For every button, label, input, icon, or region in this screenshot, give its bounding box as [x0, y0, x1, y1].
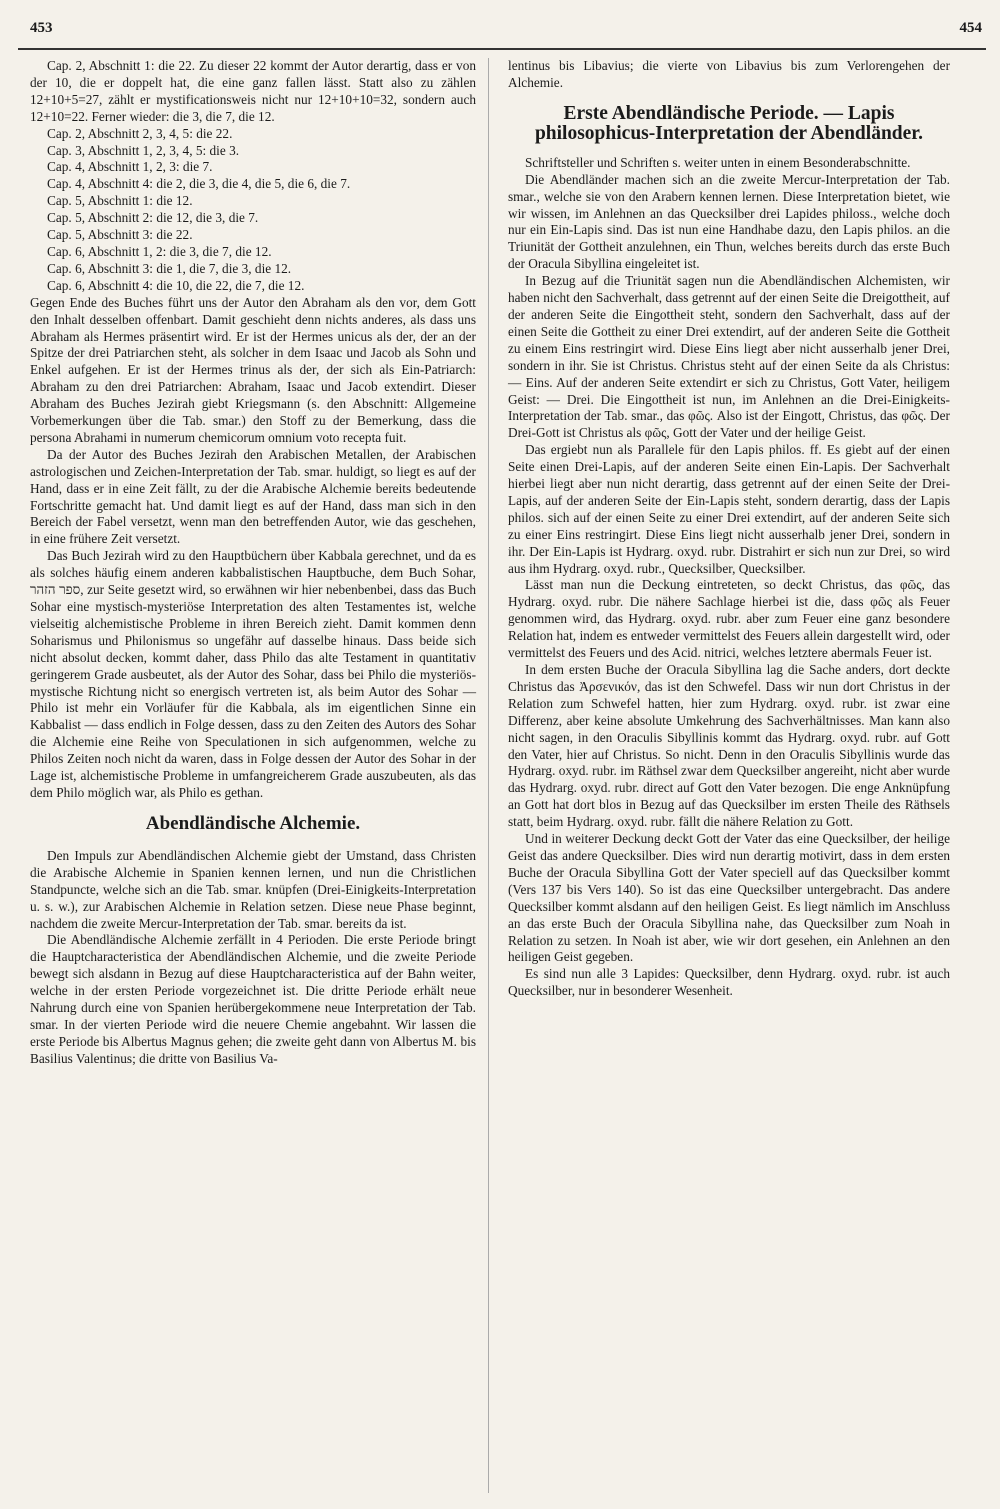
paragraph: Den Impuls zur Abendländischen Alchemie giebt der Umstand, dass Christen die Arabische Alchemie in Spanien kennen lernen, und nun die Christlichen Standpuncte, welche sich an die Tab. smar. knüpfen (Drei-Einigkeits-Interpretation u. s. w.), zur Arabischen Alchemie in Relation setzen. Diese neue Phase beginnt, nachdem die zweite Mercur-Interpretation der Tab. smar. bereits da ist. [30, 847, 476, 931]
section-title-abendlaendische-alchemie: Abendländische Alchemie. [145, 812, 361, 834]
paragraph: In Bezug auf die Triunität sagen nun die Abendländischen Alchemisten, wir haben nicht den Sachverhalt, dass getrennt auf der einen Seite die Dreigottheit, auf der anderen Seite die Eingottheit steht, sondern den Sachverhalt, dass auf der einen Seite die Gottheit zu einer Drei extendirt, auf der anderen Seite die Gottheit zu einem Eins restringirt wird. Diese Eins liegt aber nicht ausserhalb jener Drei, sondern in ihr. Sie ist Christus. Christus steht auf der einen Seite da als Christus: — Eins. Auf der anderen Seite extendirt er sich zu Christus, Gott Vater, heiligem Geist: — Drei. Die Eingottheit ist nun, im Anlehnen an die Drei-Einigkeits-Interpretation der Tab. smar., das φῶς. Also ist der Eingott, Christus, das φῶς. Der Drei-Gott ist Christus als φῶς, Gott der Vater und der heilige Geist. [508, 273, 950, 441]
column-divider [488, 58, 489, 1493]
paragraph: Cap. 6, Abschnitt 3: die 1, die 7, die 3, die 12. [47, 260, 292, 276]
paragraph: Cap. 4, Abschnitt 4: die 2, die 3, die 4, die 5, die 6, die 7. [47, 176, 351, 192]
paragraph: Es sind nun alle 3 Lapides: Quecksilber, denn Hydrarg. oxyd. rubr. ist auch Quecksilber, nur in besonderer Wesenheit. [508, 966, 950, 999]
paragraph: Da der Autor des Buches Jezirah den Arabischen Metallen, der Arabischen astrologischen und Zeichen-Interpretation der Tab. smar. huldigt, so liegt es auf der Hand, dass er in eine Zeit fällt, zu der die Arabische Alchemie bereits bedeutende Fortschritte gemacht hat. Und damit liegt es auf der Hand, dass man sich in den Bereich der Fabel versetzt, wenn man den betreffenden Autor, wie das geschehen, in eine frühere Zeit versetzt. [30, 446, 476, 547]
paragraph: Cap. 6, Abschnitt 4: die 10, die 22, die 7, die 12. [47, 277, 305, 293]
paragraph: Gegen Ende des Buches führt uns der Autor den Abraham als den vor, dem Gott den Inhalt desselben offenbart. Damit geschieht denn nichts anderes, als dass uns Abraham als Hermes präsentirt wird. Er ist der Hermes unicus als der, der an der Spitze der drei Patriarchen steht, als solcher in dem Isaac und Jacob als Sohn und Enkel aufgehen. Er ist der Hermes trinus als der, der sich als Ein-Patriarch: Abraham zu den drei Patriarchen: Abraham, Isaac und Jacob extendirt. Dieser Abraham des Buches Jezirah giebt Kriegsmann (s. den Abschnitt: Allgemeine Vorbemerkungen über die Tab. smar.) den Stoff zu der Bemerkung, dass die persona Abrahami in numerum chemicorum omnium voto recepta fuit. [30, 294, 476, 445]
paragraph: Die Abendländische Alchemie zerfällt in 4 Perioden. Die erste Periode bringt die Hauptcharacteristica der Abendländischen Alchemie, und die zweite Periode bewegt sich alsdann in Bezug auf diese Hauptcharacteristica auf der Bahn weiter, welche in der ersten Periode vorgezeichnet ist. Die dritte Periode erhält neue Nahrung durch eine von Spanien herübergekommene neue Interpretation der Tab. smar. In der vierten Periode wird die neuere Chemie angebahnt. Wir lassen die erste Periode bis Albertus Magnus gehen; die zweite geht dann von Albertus M. bis Basilius Valentinus; die dritte von Basilius Va- [30, 932, 476, 1066]
paragraph: In dem ersten Buche der Oracula Sibyllina lag die Sache anders, dort deckte Christus das Ἀρσενικόν, das ist den Schwefel. Dass wir nun dort Christus in der Relation zum Schwefel hatten, hier zum Hydrarg. oxyd. rubr. ist zwar eine Differenz, aber keine absolute Umkehrung des Sachverhältnisses. Man kann also nicht sagen, in den Oraculis Sibyllinis kommt das Hydrarg. oxyd. rubr. auf Gott den Vater, hier auf Christus. So nicht. Denn in den Oraculis Sibyllinis wurde das Hydrarg. oxyd. rubr. im Räthsel zwar dem Quecksilber angereiht, nicht aber wurde das Hydrarg. oxyd. rubr. direct auf Gott den Vater bezogen. Die enge Anknüpfung an Gott hat dort blos in Bezug auf das Quecksilber im ersten Theile des Räthsels statt, beim Hydrarg. oxyd. rubr. fällt die nähere Relation zu Gott. [508, 662, 950, 830]
paragraph: Das Buch Jezirah wird zu den Hauptbüchern über Kabbala gerechnet, und da es als solches häufig einem anderen kabbalistischen Hauptbuche, dem Buch Sohar, ספר הזהר, zur Seite gesetzt wird, so erwähnen wir hier nebenbenbei, dass das Buch Sohar eine mystisch-mysteriöse Interpretation des alten Testamentes ist, welche vielseitig alchemistische Probleme in ihren Bereich zieht. Damit kommen denn Soharismus und Philonismus so ungefähr auf dasselbe hinaus. Dass beide sich nicht absolut decken, kommt daher, dass Philo das alte Testament in quantitativ geringerem Grade ausbeutet, als der Autor des Sohar, dass bei Philo die mysteriös-mystische Richtung nicht so energisch vertreten ist, als beim Autor des Sohar — Philo ist mehr ein Vorläufer für die Kabbala, als im eigentlichen Sinne ein Kabbalist — dass endlich in Folge dessen, dass zu den Zeiten des Autors des Sohar die Alchemie eine Reihe von Speculationen in sich aufgenommen, welche zu Philos Zeiten noch nicht da waren, dass in Folge dessen der Autor des Sohar in der Lage ist, alchemistische Probleme in umfangreicherem Grade auszubeuten, als das dem Philo möglich war, als Philo es gethan. [30, 548, 476, 800]
right-column [508, 58, 950, 1000]
paragraph: Cap. 5, Abschnitt 2: die 12, die 3, die 7. [47, 210, 259, 226]
left-column [30, 58, 476, 1068]
paragraph: Cap. 5, Abschnitt 3: die 22. [47, 227, 193, 243]
paragraph: Die Abendländer machen sich an die zweite Mercur-Interpretation der Tab. smar., welche sie von den Arabern kennen lernen. Diese Interpretation bietet, wie wir wissen, im Anlehnen an das Quecksilber drei Lapides philoss., welche doch nur ein Ein-Lapis sind. Das ist nun eine Handhabe dazu, den Lapis philos. an die Triunität der Gottheit anzulehnen, ein Thun, welches bereits durch das erste Buch der Oracula Sibyllina eingeleitet ist. [508, 171, 950, 272]
paragraph: Cap. 4, Abschnitt 1, 2, 3: die 7. [47, 159, 213, 175]
paragraph: Cap. 2, Abschnitt 2, 3, 4, 5: die 22. [47, 125, 233, 141]
page-number-left: 453 [30, 20, 53, 36]
paragraph: Cap. 6, Abschnitt 1, 2: die 3, die 7, die 12. [47, 243, 272, 259]
paragraph: Das ergiebt nun als Parallele für den Lapis philos. ff. Es giebt auf der einen Seite einen Drei-Lapis, auf der anderen Seite einen Ein-Lapis. Der Sachverhalt hierbei liegt aber nun nicht derartig, dass getrennt auf der einen Seite der Drei-Lapis, auf der anderen Seite der Ein-Lapis steht, sondern derartig, dass der Lapis philos. sich auf der einen Seite zu einer Drei extendirt, auf der anderen Seite sich zu einer Eins restringirt. Diese Eins liegt nicht ausserhalb jener Drei, sondern in ihr. Der Ein-Lapis ist Hydrarg. oxyd. rubr. Distrahirt er sich nun zur Drei, so wird aus ihm Hydrarg. oxyd. rubr., Quecksilber, Quecksilber. [508, 442, 950, 576]
paragraph: Schriftsteller und Schriften s. weiter unten in einem Besonderabschnitte. [525, 154, 911, 170]
section-title-erste-periode: Erste Abendländische Periode. — Lapis philosophicus-Interpretation der Abendländer. [534, 102, 924, 145]
right-intro-paragraph: lentinus bis Libavius; die vierte von Libavius bis zum Verlorengehen der Alchemie. [508, 58, 950, 90]
left-column-paragraphs-2 [30, 848, 476, 1068]
right-column-paragraphs [508, 155, 950, 1000]
paragraph: Cap. 2, Abschnitt 1: die 22. Zu dieser 22 kommt der Autor derartig, dass er von der 10, die er doppelt hat, die eine ganz fallen lässt. Statt also zu zählen 12+10+5=27, zählt er mystificationsweis nicht nur 12+10+10=32, sondern auch 12+10=22. Ferner wieder: die 3, die 7, die 12. [30, 58, 476, 124]
paragraph: Cap. 5, Abschnitt 1: die 12. [47, 193, 193, 209]
paragraph: Lässt man nun die Deckung eintreteten, so deckt Christus, das φῶς, das Hydrarg. oxyd. rubr. Die nähere Sachlage hierbei ist die, dass φῶς als Feuer genommen wird, das Hydrarg. oxyd. rubr. aber zum Feuer eine ganz besondere Relation hat, indem es entweder vermittelst des Feuers allein dargestellt wird, oder vermittelst des Feuers und des Acid. nitrici, welches letztere abermals Feuer ist. [508, 577, 950, 661]
paragraph: Und in weiterer Deckung deckt Gott der Vater das eine Quecksilber, der heilige Geist das andere Quecksilber. Dies wird nun derartig motivirt, dass in dem ersten Buche der Oracula Sibyllina Gott der Vater speciell auf das Quecksilber kommt (Vers 137 bis Vers 140). So ist das eine Quecksilber untergebracht. Das andere Quecksilber kommt alsdann auf den heiligen Geist. Es liegt nämlich im Anschluss an das erste Buch der Oracula Sibyllina nahe, das Quecksilber zum Noah in Relation zu setzen. In Noah ist aber, wie wir dort gesehen, ein Anlehnen an den heiligen Geist gegeben. [508, 831, 950, 965]
page-number-right: 454 [959, 20, 982, 36]
left-column-paragraphs [30, 58, 476, 802]
paragraph: Cap. 3, Abschnitt 1, 2, 3, 4, 5: die 3. [47, 142, 240, 158]
header-rule [18, 48, 986, 50]
